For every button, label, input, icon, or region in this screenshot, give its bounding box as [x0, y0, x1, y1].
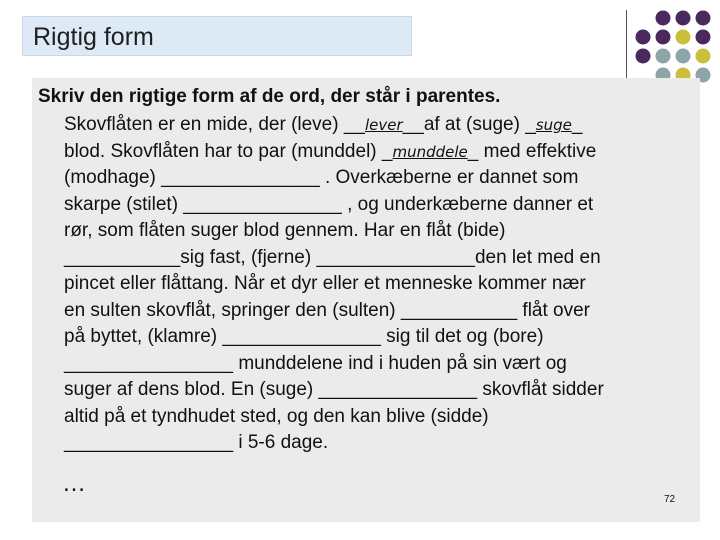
answer-blank: _	[525, 114, 536, 135]
exercise-line	[64, 245, 604, 272]
exercise-line	[64, 430, 604, 457]
line-text: ________________ munddelene ind i huden på sin vært og	[64, 352, 567, 374]
answer-blank: __	[343, 114, 365, 135]
decorative-dot	[656, 49, 671, 64]
line-text: Skovflåten er en mide, der (leve)	[64, 114, 344, 135]
decorative-dot	[676, 49, 691, 64]
decorative-dot	[696, 49, 711, 64]
line-text: ________________ i 5-6 dage.	[64, 432, 329, 453]
exercise-line	[64, 192, 604, 219]
exercise-text	[64, 112, 604, 457]
ellipsis: …	[62, 470, 88, 497]
line-text: skarpe (stilet) _______________ , og underkæberne danner et	[64, 193, 594, 215]
exercise-line	[64, 404, 604, 431]
exercise-line	[64, 324, 604, 351]
handwritten-answer: munddele	[392, 142, 468, 161]
exercise-line	[64, 351, 604, 378]
line-text: (modhage) _______________ . Overkæberne er dannet som	[64, 167, 579, 188]
line-text: suger af dens blod. En (suge) _______________ skovflåt sidder	[64, 379, 604, 400]
exercise-line	[64, 271, 604, 298]
line-text: en sulten skovflåt, springer den (sulten) ___________ flåt over	[64, 299, 590, 321]
answer-blank: _	[467, 140, 479, 162]
exercise-line	[64, 218, 604, 245]
decorative-dot	[696, 30, 711, 45]
answer-blank: _	[381, 140, 393, 162]
exercise-line	[64, 112, 604, 139]
page-number: 72	[664, 494, 676, 505]
exercise-line	[64, 377, 604, 404]
decorative-dot	[676, 30, 691, 45]
decorative-dot	[636, 30, 651, 45]
handwritten-answer: suge	[535, 116, 572, 134]
handwritten-answer: lever	[365, 116, 403, 134]
line-text: blod. Skovflåten har to par (munddel)	[64, 140, 382, 162]
line-text: med effektive	[478, 140, 597, 162]
decorative-divider	[626, 10, 627, 78]
instruction-text: Skriv den rigtige form af de ord, der står i parentes.	[38, 86, 501, 107]
answer-blank: _	[571, 114, 583, 135]
decorative-dot	[656, 30, 671, 45]
exercise-line	[64, 139, 604, 166]
slide-title: Rigtig form	[33, 23, 154, 51]
line-text: rør, som flåten suger blod gennem. Har en flåt (bide)	[64, 220, 506, 241]
title-box	[22, 16, 412, 56]
exercise-line	[64, 165, 604, 192]
content-box	[32, 78, 700, 522]
line-text: pincet eller flåttang. Når et dyr eller et menneske kommer nær	[64, 273, 586, 294]
decorative-dot	[636, 49, 651, 64]
line-text: på byttet, (klamre) _______________ sig til det og (bore)	[64, 326, 544, 347]
line-text: ___________sig fast, (fjerne) _______________den let med en	[64, 246, 601, 268]
answer-blank: __	[402, 114, 424, 135]
exercise-line	[64, 298, 604, 325]
line-text: altid på et tyndhudet sted, og den kan blive (sidde)	[64, 405, 489, 427]
line-text: af at (suge)	[423, 114, 526, 135]
decorative-dot	[676, 11, 691, 26]
decorative-dot	[696, 11, 711, 26]
decorative-dot	[656, 11, 671, 26]
